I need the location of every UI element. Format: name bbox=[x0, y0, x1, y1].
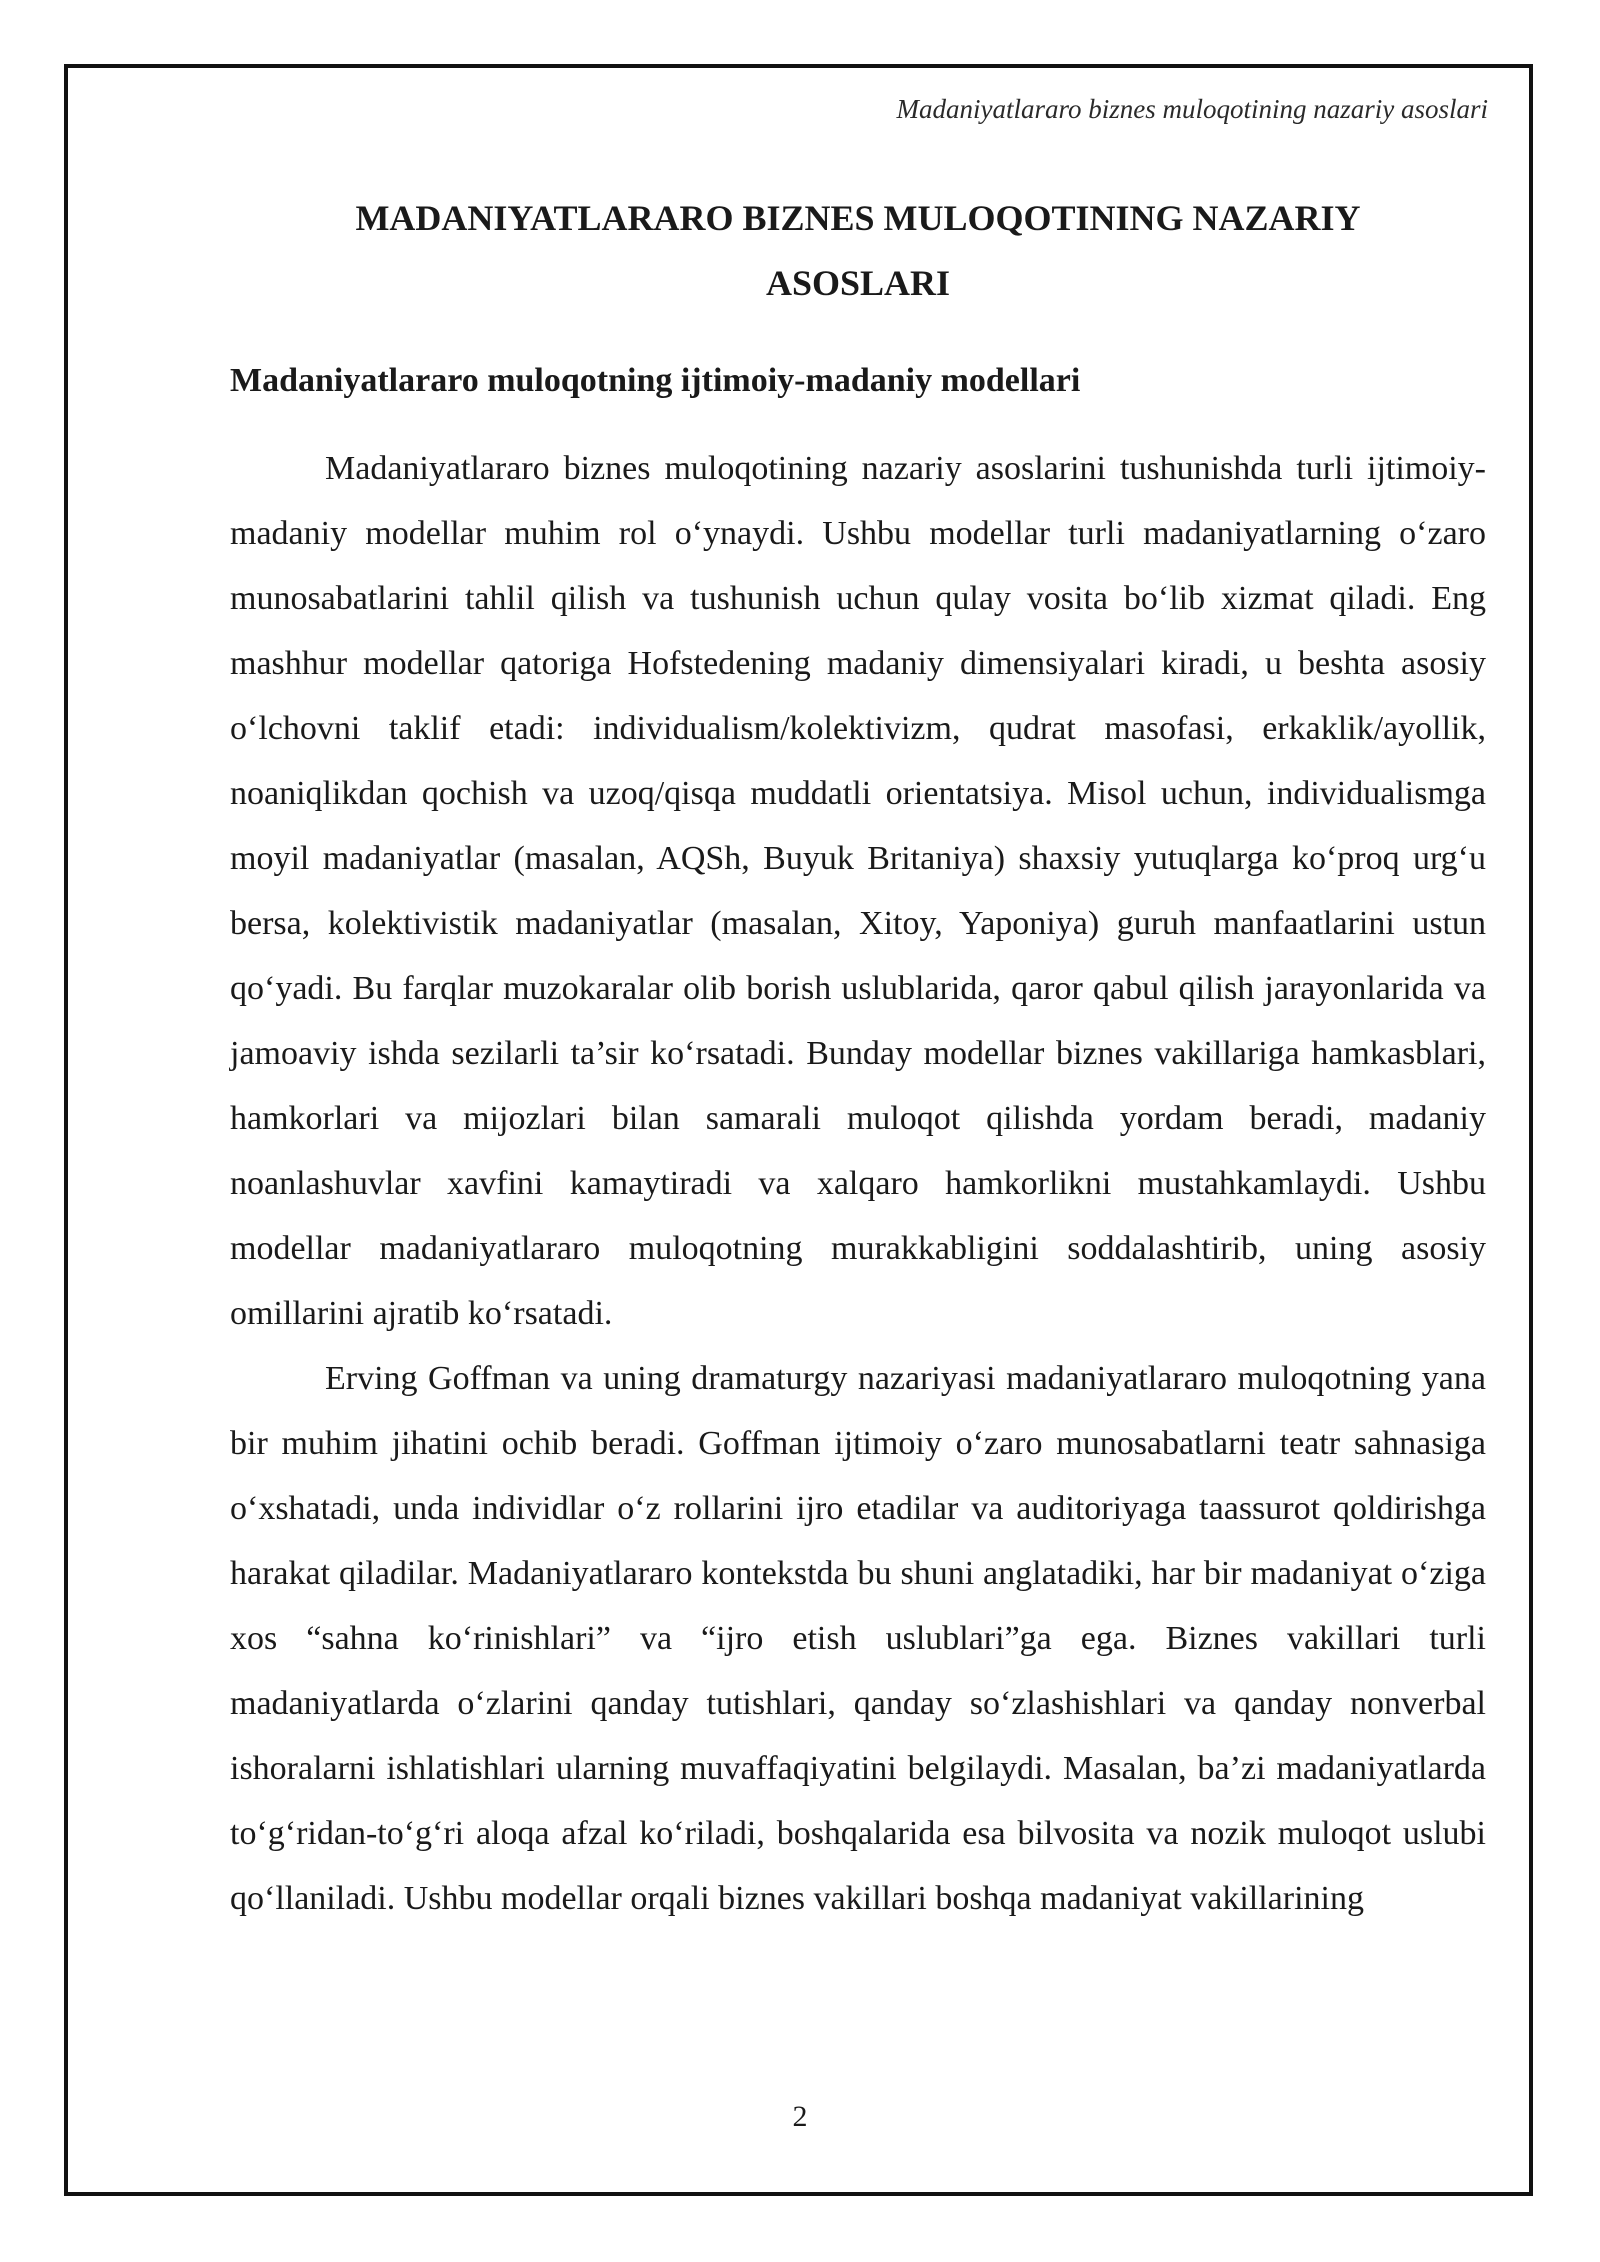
page-number: 2 bbox=[792, 2100, 808, 2133]
body-text bbox=[230, 436, 1486, 1931]
title-line-1: MADANIYATLARARO BIZNES MULOQOTINING NAZARIY bbox=[355, 198, 1361, 238]
section-heading: Madaniyatlararo muloqotning ijtimoiy-madaniy modellari bbox=[230, 362, 1081, 399]
paragraph: Erving Goffman va uning dramaturgy nazariyasi madaniyatlararo muloqotning yana bir muhim jihatini ochib beradi. Goffman ijtimoiy o‘zaro munosabatlarni teatr sahnasiga o‘xshatadi, unda individlar o‘z rollarini ijro etadilar va auditoriyaga taassurot qoldirishga harakat qiladilar. Madaniyatlararo kontekstda bu shuni anglatadiki, har bir madaniyat o‘ziga xos “sahna ko‘rinishlari” va “ijro etish uslublari”ga ega. Biznes vakillari turli madaniyatlarda o‘zlarini qanday tutishlari, qanday so‘zlashishlari va qanday nonverbal ishoralarni ishlatishlari ularning muvaffaqiyatini belgilaydi. Masalan, ba’zi madaniyatlarda to‘g‘ridan-to‘g‘ri aloqa afzal ko‘riladi, boshqalarida esa bilvosita va nozik muloqot uslubi qo‘llaniladi. Ushbu modellar orqali biznes vakillari boshqa madaniyat vakillarining bbox=[230, 1360, 1486, 1917]
title-line-2: ASOSLARI bbox=[765, 263, 951, 303]
document-title bbox=[230, 186, 1486, 316]
paragraph: Madaniyatlararo biznes muloqotining nazariy asoslarini tushunishda turli ijtimoiy-madaniy modellar muhim rol o‘ynaydi. Ushbu modellar turli madaniyatlarning o‘zaro munosabatlarini tahlil qilish va tushunish uchun qulay vosita bo‘lib xizmat qiladi. Eng mashhur modellar qatoriga Hofstedening madaniy dimensiyalari kiradi, u beshta asosiy o‘lchovni taklif etadi: individualism/kolektivizm, qudrat masofasi, erkaklik/ayollik, noaniqlikdan qochish va uzoq/qisqa muddatli orientatsiya. Misol uchun, individualismga moyil madaniyatlar (masalan, AQSh, Buyuk Britaniya) shaxsiy yutuqlarga ko‘proq urg‘u bersa, kolektivistik madaniyatlar (masalan, Xitoy, Yaponiya) guruh manfaatlarini ustun qo‘yadi. Bu farqlar muzokaralar olib borish uslublarida, qaror qabul qilish jarayonlarida va jamoaviy ishda sezilarli ta’sir ko‘rsatadi. Bunday modellar biznes vakillariga hamkasblari, hamkorlari va mijozlari bilan samarali muloqot qilishda yordam beradi, madaniy noanlashuvlar xavfini kamaytiradi va xalqaro hamkorlikni mustahkamlaydi. Ushbu modellar madaniyatlararo muloqotning murakkabligini soddalashtirib, uning asosiy omillarini ajratib ko‘rsatadi. bbox=[230, 450, 1486, 1332]
running-header: Madaniyatlararo biznes muloqotining nazariy asoslari bbox=[896, 94, 1488, 124]
